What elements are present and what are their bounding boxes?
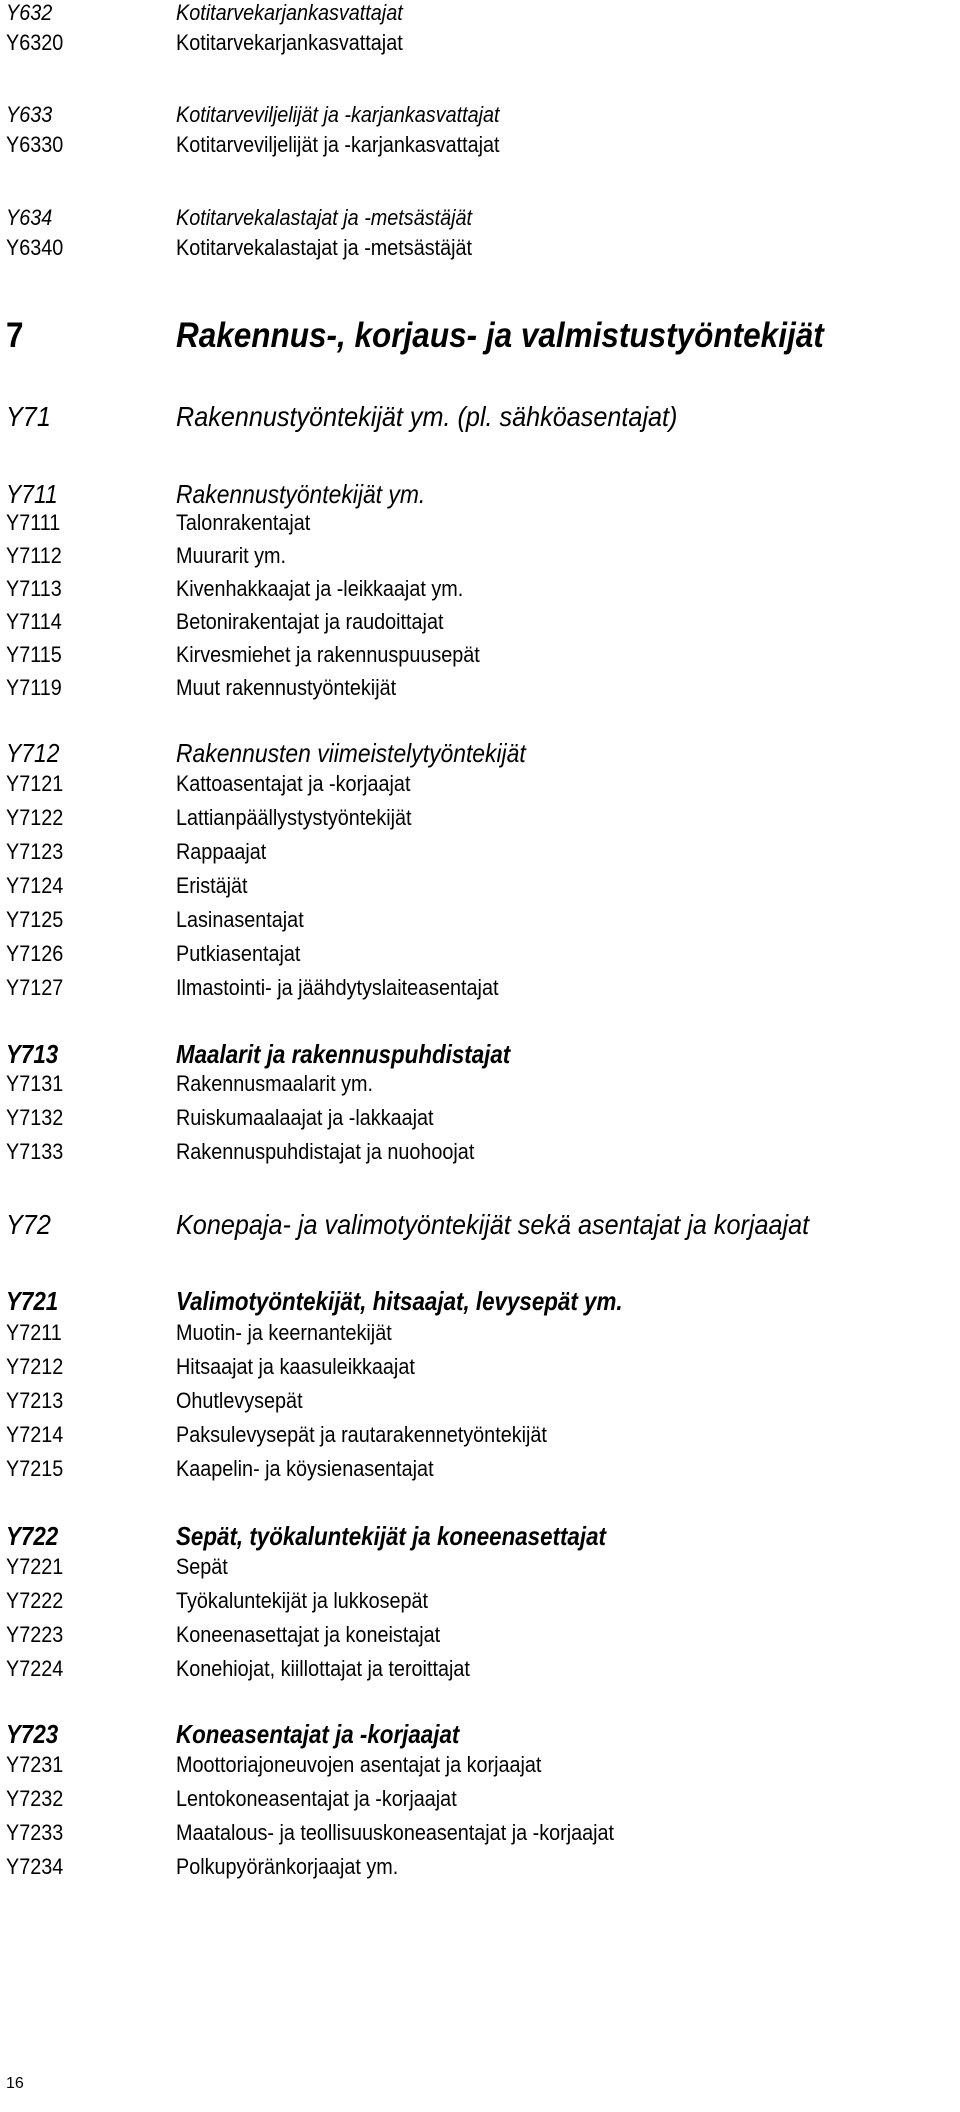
- occupation-code: Y6340: [6, 235, 64, 260]
- list-item: [0, 205, 960, 231]
- occupation-label: Rakennuspuhdistajat ja nuohoojat: [176, 1139, 475, 1164]
- occupation-code: Y7111: [6, 510, 61, 535]
- occupation-code: Y722: [6, 1521, 59, 1551]
- list-item: [0, 737, 960, 769]
- list-item: [0, 771, 960, 797]
- list-item: [0, 1456, 960, 1482]
- occupation-label: Kotitarveviljelijät ja -karjankasvattajat: [176, 102, 500, 127]
- list-item: [0, 839, 960, 865]
- occupation-code: Y7215: [6, 1456, 64, 1481]
- list-item: [0, 1038, 960, 1070]
- list-item: [0, 1208, 960, 1242]
- occupation-code: Y7131: [6, 1071, 64, 1096]
- occupation-label: Sepät: [176, 1554, 228, 1579]
- list-item: [0, 30, 960, 56]
- occupation-code: Y7231: [6, 1752, 64, 1777]
- list-item: [0, 975, 960, 1001]
- list-item: [0, 642, 960, 668]
- list-item: [0, 675, 960, 701]
- occupation-label: Valimotyöntekijät, hitsaajat, levysepät ym.: [176, 1286, 623, 1316]
- occupation-label: Rakennus-, korjaus- ja valmistustyöntekijät: [176, 316, 824, 355]
- occupation-label: Rappaajat: [176, 839, 267, 864]
- occupation-label: Konehiojat, kiillottajat ja teroittajat: [176, 1656, 470, 1681]
- list-item: [0, 1285, 960, 1317]
- occupation-code: Y633: [6, 102, 53, 127]
- occupation-code: Y712: [6, 738, 60, 768]
- occupation-code: Y7132: [6, 1105, 64, 1130]
- occupation-label: Ruiskumaalaajat ja -lakkaajat: [176, 1105, 434, 1130]
- occupation-label: Maatalous- ja teollisuuskoneasentajat ja -korjaajat: [176, 1820, 615, 1845]
- page-number: 16: [6, 2075, 24, 2092]
- list-item: [0, 1071, 960, 1097]
- occupation-code: Y7125: [6, 907, 64, 932]
- occupation-code: Y7113: [6, 576, 62, 601]
- occupation-code: Y7127: [6, 975, 64, 1000]
- list-item: [0, 941, 960, 967]
- occupation-code: Y7213: [6, 1388, 64, 1413]
- occupation-label: Työkaluntekijät ja lukkosepät: [176, 1588, 429, 1613]
- occupation-label: Eristäjät: [176, 873, 248, 898]
- occupation-label: Muotin- ja keernantekijät: [176, 1320, 392, 1345]
- occupation-code: Y7112: [6, 543, 62, 568]
- list-item: [0, 510, 960, 536]
- occupation-label: Rakennustyöntekijät ym.: [176, 479, 426, 509]
- occupation-code: Y7115: [6, 642, 62, 667]
- occupation-label: Kattoasentajat ja -korjaajat: [176, 771, 411, 796]
- occupation-label: Rakennusten viimeistelytyöntekijät: [176, 738, 526, 768]
- occupation-label: Kivenhakkaajat ja -leikkaajat ym.: [176, 576, 464, 601]
- occupation-code: 7: [6, 316, 24, 355]
- list-item: [0, 132, 960, 158]
- occupation-code: Y7212: [6, 1354, 64, 1379]
- list-item: [0, 1388, 960, 1414]
- occupation-label: Rakennusmaalarit ym.: [176, 1071, 373, 1096]
- occupation-code: Y7121: [6, 771, 64, 796]
- occupation-label: Talonrakentajat: [176, 510, 311, 535]
- occupation-code: Y7133: [6, 1139, 64, 1164]
- occupation-code: Y7234: [6, 1854, 64, 1879]
- list-item: [0, 1718, 960, 1750]
- occupation-label: Konepaja- ja valimotyöntekijät sekä asentajat ja korjaajat: [176, 1209, 810, 1240]
- occupation-code: Y713: [6, 1039, 59, 1069]
- occupation-label: Kotitarvekalastajat ja -metsästäjät: [176, 235, 473, 260]
- list-item: [0, 1422, 960, 1448]
- list-item: [0, 1854, 960, 1880]
- occupation-label: Betonirakentajat ja raudoittajat: [176, 609, 444, 634]
- list-item: [0, 576, 960, 602]
- occupation-label: Koneasentajat ja -korjaajat: [176, 1719, 460, 1749]
- occupation-label: Muut rakennustyöntekijät: [176, 675, 397, 700]
- occupation-code: Y7114: [6, 609, 62, 634]
- list-item: [0, 315, 960, 357]
- occupation-code: Y7224: [6, 1656, 64, 1681]
- occupation-code: Y721: [6, 1286, 59, 1316]
- occupation-label: Kaapelin- ja köysienasentajat: [176, 1456, 434, 1481]
- occupation-code: Y7222: [6, 1588, 64, 1613]
- list-item: [0, 1520, 960, 1552]
- occupation-label: Kotitarveviljelijät ja -karjankasvattajat: [176, 132, 500, 157]
- occupation-label: Hitsaajat ja kaasuleikkaajat: [176, 1354, 415, 1379]
- occupation-code: Y632: [6, 0, 53, 25]
- list-item: [0, 0, 960, 26]
- occupation-label: Lentokoneasentajat ja -korjaajat: [176, 1786, 457, 1811]
- occupation-label: Maalarit ja rakennuspuhdistajat: [176, 1039, 511, 1069]
- occupation-code: Y7124: [6, 873, 64, 898]
- occupation-code: Y6330: [6, 132, 64, 157]
- occupation-label: Ilmastointi- ja jäähdytyslaiteasentajat: [176, 975, 499, 1000]
- occupation-label: Lattianpäällystystyöntekijät: [176, 805, 412, 830]
- occupation-code: Y7211: [6, 1320, 62, 1345]
- occupation-label: Ohutlevysepät: [176, 1388, 303, 1413]
- occupation-label: Sepät, työkaluntekijät ja koneenasettajat: [176, 1521, 606, 1551]
- occupation-code: Y634: [6, 205, 53, 230]
- list-item: [0, 478, 960, 510]
- occupation-code: Y7126: [6, 941, 64, 966]
- occupation-label: Paksulevysepät ja rautarakennetyöntekijät: [176, 1422, 547, 1447]
- list-item: [0, 1139, 960, 1165]
- occupation-code: Y723: [6, 1719, 59, 1749]
- occupation-label: Putkiasentajat: [176, 941, 301, 966]
- occupation-label: Kirvesmiehet ja rakennuspuusepät: [176, 642, 480, 667]
- occupation-code: Y7233: [6, 1820, 64, 1845]
- occupation-code: Y711: [6, 479, 58, 509]
- list-item: [0, 1752, 960, 1778]
- occupation-code: Y7119: [6, 675, 62, 700]
- occupation-code: Y6320: [6, 30, 64, 55]
- occupation-code: Y72: [6, 1209, 51, 1240]
- occupation-label: Muurarit ym.: [176, 543, 287, 568]
- occupation-code: Y7214: [6, 1422, 64, 1447]
- occupation-label: Kotitarvekalastajat ja -metsästäjät: [176, 205, 473, 230]
- list-item: [0, 235, 960, 261]
- list-item: [0, 609, 960, 635]
- occupation-code: Y7123: [6, 839, 64, 864]
- list-item: [0, 1656, 960, 1682]
- list-item: [0, 1105, 960, 1131]
- occupation-label: Lasinasentajat: [176, 907, 304, 932]
- occupation-code: Y71: [6, 401, 51, 432]
- list-item: [0, 907, 960, 933]
- list-item: [0, 1354, 960, 1380]
- list-item: [0, 805, 960, 831]
- list-item: [0, 1554, 960, 1580]
- list-item: [0, 1820, 960, 1846]
- occupation-label: Kotitarvekarjankasvattajat: [176, 30, 403, 55]
- occupation-code: Y7232: [6, 1786, 64, 1811]
- occupation-label: Polkupyöränkorjaajat ym.: [176, 1854, 399, 1879]
- list-item: [0, 1320, 960, 1346]
- list-item: [0, 102, 960, 128]
- list-item: [0, 543, 960, 569]
- occupation-label: Kotitarvekarjankasvattajat: [176, 0, 403, 25]
- list-item: [0, 1622, 960, 1648]
- occupation-label: Koneenasettajat ja koneistajat: [176, 1622, 441, 1647]
- list-item: [0, 873, 960, 899]
- occupation-code: Y7122: [6, 805, 64, 830]
- list-item: [0, 400, 960, 434]
- list-item: [0, 1786, 960, 1812]
- occupation-code: Y7223: [6, 1622, 64, 1647]
- list-item: [0, 1588, 960, 1614]
- occupation-label: Rakennustyöntekijät ym. (pl. sähköasentajat): [176, 401, 678, 432]
- occupation-code: Y7221: [6, 1554, 64, 1579]
- occupation-label: Moottoriajoneuvojen asentajat ja korjaajat: [176, 1752, 542, 1777]
